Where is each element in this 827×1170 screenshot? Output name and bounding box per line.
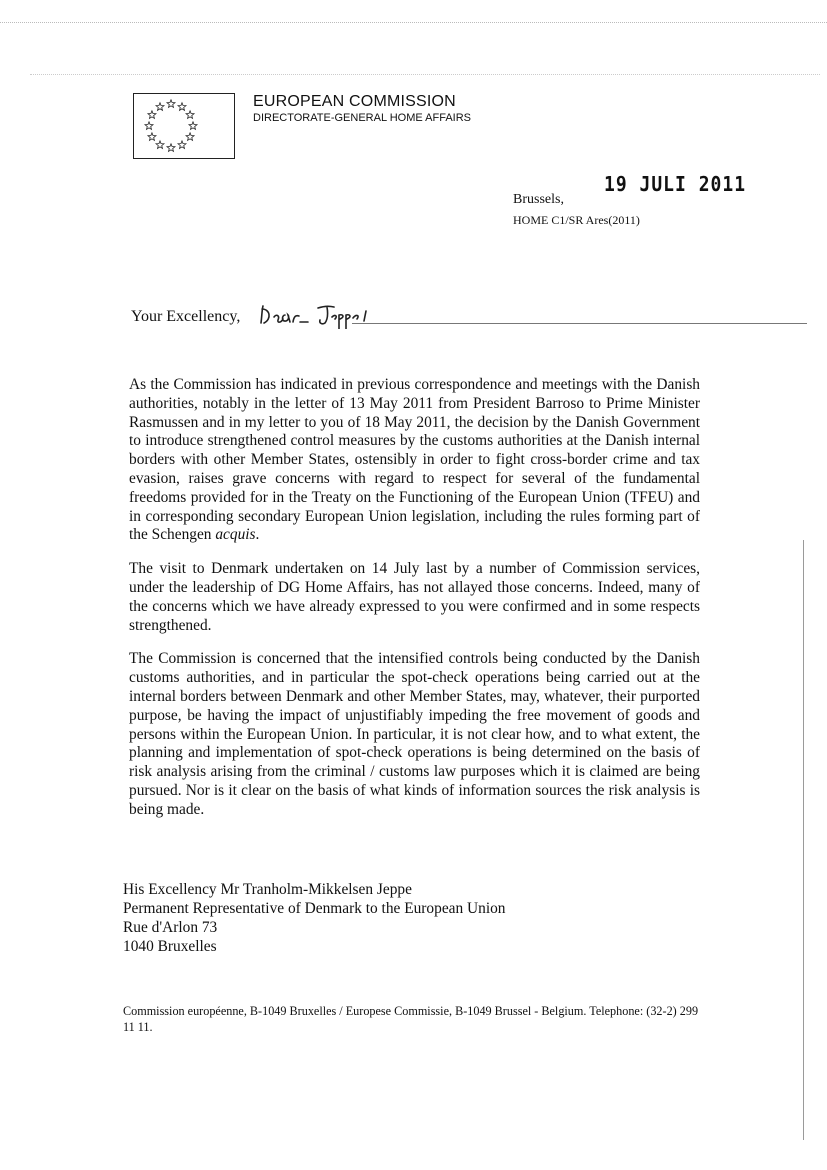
star-icon: [156, 141, 164, 149]
eu-flag-stars-icon: [133, 93, 235, 159]
star-icon: [167, 144, 175, 152]
recipient-address: [123, 880, 506, 956]
star-icon: [156, 103, 164, 111]
star-icon: [148, 111, 156, 119]
scan-border-line: [30, 74, 820, 75]
star-icon: [186, 133, 194, 141]
paragraph-1-italic: acquis: [215, 526, 256, 544]
place: Brussels,: [513, 192, 564, 207]
paragraph-1: [129, 376, 700, 545]
star-icon: [145, 122, 153, 130]
salutation: Your Excellency,: [131, 308, 241, 325]
footer-contact: Commission européenne, B-1049 Bruxelles / Europese Commissie, B-1049 Brussel - Belgium. Telephone: (32-2) 299 11 11.: [123, 1004, 699, 1034]
star-icon: [178, 141, 186, 149]
letter-body: [129, 376, 700, 835]
star-icon: [167, 100, 175, 108]
paragraph-3: The Commission is concerned that the intensified controls being conducted by the Danish customs authorities, and in particular the spot-check operations being carried out at the internal borders between Denmark and other Member States, may, whatever, their purported purpose, be having the impact of unjustifiably impeding the free movement of goods and persons within the European Union. In particular, it is not clear how, and to what extent, the planning and implementation of spot-check operations is being determined on the basis of risk analysis arising from the criminal / customs law purposes which it is claimed are being pursued. Nor is it clear on the basis of what kinds of information sources the risk analysis is being made.: [129, 650, 700, 818]
department-name: DIRECTORATE-GENERAL HOME AFFAIRS: [253, 112, 471, 124]
address-line: Rue d'Arlon 73: [123, 919, 218, 936]
star-icon: [186, 111, 194, 119]
scan-border-top: [0, 22, 827, 23]
reference-number: HOME C1/SR Ares(2011): [513, 213, 640, 227]
org-name: EUROPEAN COMMISSION: [253, 93, 456, 110]
address-line: 1040 Bruxelles: [123, 938, 217, 955]
paragraph-2: The visit to Denmark undertaken on 14 July last by a number of Commission services, under the leadership of DG Home Affairs, has not allayed those concerns. Indeed, many of the concerns which we have already expressed to you were confirmed and in some respects strengthened.: [129, 560, 700, 634]
star-icon: [148, 133, 156, 141]
handwritten-note-signature: [258, 303, 370, 329]
paragraph-1-text: As the Commission has indicated in previous correspondence and meetings with the Danish authorities, notably in the letter of 13 May 2011 from President Barroso to Prime Minister Rasmussen and in my letter to you of 18 May 2011, the decision by the Danish Government to introduce strengthened control measures by the customs authorities at the Danish internal borders with other Member States, ostensibly in order to fight cross-border crime and tax evasion, raises grave concerns with regard to respect for several of the fundamental freedoms provided for in the Treaty on the Functioning of the European Union (TFEU) and in corresponding secondary European Union legislation, including the rules forming part of the Schengen: [129, 376, 700, 544]
address-line: Permanent Representative of Denmark to the European Union: [123, 900, 506, 917]
address-line: His Excellency Mr Tranholm-Mikkelsen Jeppe: [123, 881, 412, 898]
paragraph-1-end: .: [255, 526, 260, 544]
letterhead: [253, 93, 471, 124]
scan-border-right: [803, 540, 804, 1140]
star-icon: [189, 122, 197, 130]
salutation-rule: [352, 323, 807, 324]
star-icon: [178, 103, 186, 111]
date-stamp: 19 JULI 2011: [604, 172, 747, 197]
